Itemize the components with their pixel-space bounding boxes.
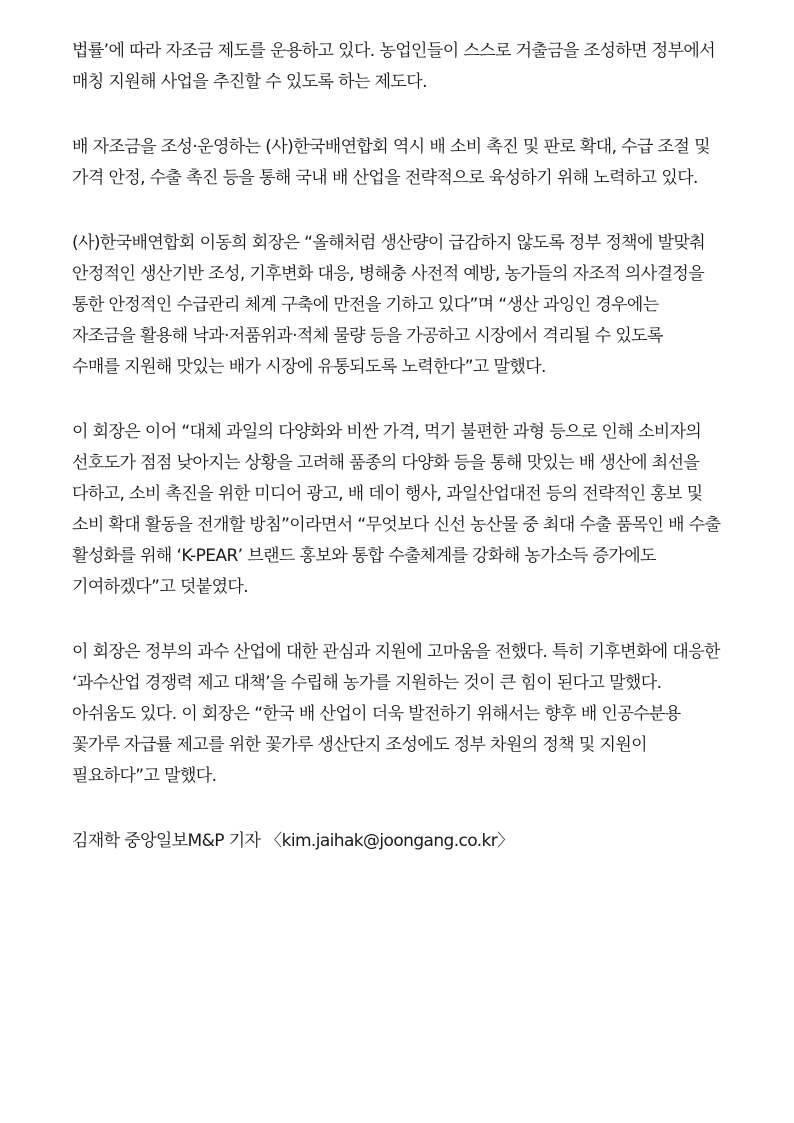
- text-line: 활성화를 위해 ‘K-PEAR’ 브랜드 홍보와 통합 수출체계를 강화해 농가소득 증가에도: [72, 546, 656, 566]
- text-line: ‘과수산업 경쟁력 제고 대책’을 수립해 농가를 지원하는 것이 큰 힘이 된다고 말했다.: [72, 673, 662, 693]
- byline-text: 김재학 중앙일보M&P 기자 〈kim.jaihak@joongang.co.kr〉: [72, 831, 514, 851]
- text-line: 다하고, 소비 촉진을 위한 미디어 광고, 배 데이 행사, 과일산업대전 등의 전략적인 홍보 및: [72, 484, 703, 504]
- paragraph-4: [72, 417, 732, 603]
- paragraph-5: [72, 637, 732, 792]
- text-line: 이 회장은 이어 “대체 과일의 다양화와 비싼 가격, 먹기 불편한 과형 등으로 인해 소비자의: [72, 422, 702, 442]
- text-line: 배 자조금을 조성·운영하는 (사)한국배연합회 역시 배 소비 촉진 및 판로 확대, 수급 조절 및: [72, 137, 710, 157]
- text-line: 아쉬움도 있다. 이 회장은 “한국 배 산업이 더욱 발전하기 위해서는 향후 배 인공수분용: [72, 704, 681, 724]
- text-line: 이 회장은 정부의 과수 산업에 대한 관심과 지원에 고마움을 전했다. 특히 기후변화에 대응한: [72, 642, 720, 662]
- text-line: 통한 안정적인 수급관리 체계 구축에 만전을 기하고 있다”며 “생산 과잉인 경우에는: [72, 295, 659, 315]
- text-line: 소비 확대 활동을 전개할 방침”이라면서 “무엇보다 신선 농산물 중 최대 수출 품목인 배 수출: [72, 515, 721, 535]
- paragraph-3: [72, 228, 732, 383]
- text-line: 꽃가루 자급률 제고를 위한 꽃가루 생산단지 조성에도 정부 차원의 정책 및 지원이: [72, 735, 647, 755]
- text-line: 가격 안정, 수출 촉진 등을 통해 국내 배 산업을 전략적으로 육성하기 위해 노력하고 있다.: [72, 168, 698, 188]
- article-body: [72, 36, 732, 857]
- text-line: 매칭 지원해 사업을 추진할 수 있도록 하는 제도다.: [72, 72, 427, 92]
- text-line: 수매를 지원해 맛있는 배가 시장에 유통되도록 노력한다”고 말했다.: [72, 357, 546, 377]
- byline: [72, 826, 732, 857]
- text-line: 기여하겠다”고 덧붙였다.: [72, 577, 249, 597]
- text-line: 선호도가 점점 낮아지는 상황을 고려해 품종의 다양화 등을 통해 맛있는 배 생산에 최선을: [72, 453, 700, 473]
- paragraph-2: [72, 132, 732, 194]
- text-line: 법률’에 따라 자조금 제도를 운용하고 있다. 농업인들이 스스로 거출금을 조성하면 정부에서: [72, 41, 716, 61]
- text-line: 필요하다”고 말했다.: [72, 766, 217, 786]
- text-line: 자조금을 활용해 낙과·저품위과·적체 물량 등을 가공하고 시장에서 격리될 수 있도록: [72, 326, 663, 346]
- text-line: (사)한국배연합회 이동희 회장은 “올해처럼 생산량이 급감하지 않도록 정부 정책에 발맞춰: [72, 233, 706, 253]
- paragraph-1: [72, 36, 732, 98]
- text-line: 안정적인 생산기반 조성, 기후변화 대응, 병해충 사전적 예방, 농가들의 자조적 의사결정을: [72, 264, 705, 284]
